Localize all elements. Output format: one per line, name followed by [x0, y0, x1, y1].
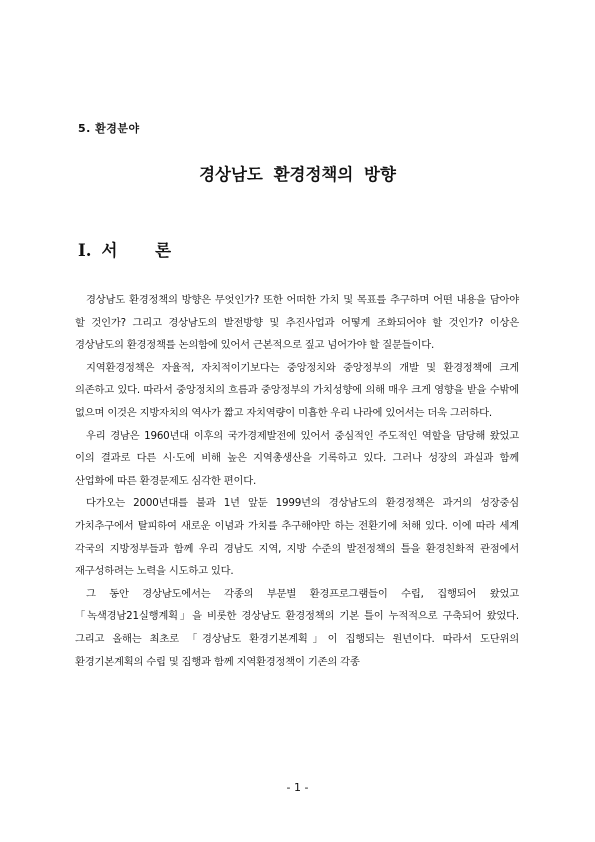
document-title: 경상남도 환경정책의 방향: [199, 165, 396, 184]
page-number: - 1 -: [286, 781, 309, 794]
section-heading: [78, 237, 187, 261]
section-label: 5. 환경분야: [78, 122, 140, 135]
paragraph: 다가오는 2000년대를 불과 1년 앞둔 1999년의 경상남도의 환경정책은 과거의 성장중심 가치추구에서 탈피하여 새로운 이념과 가치를 추구해야만 하는 전환기에 처해 있다. 이에 따라 세계 각국의 지방정부들과 함께 우리 경남도 지역, 지방 수준의 발전정책의 틀을 환경친화적 관점에서 재구성하려는 노력을 시도하고 있다.: [75, 497, 519, 578]
heading-number: Ⅰ.: [78, 241, 92, 260]
paragraph: 우리 경남은 1960년대 이후의 국가경제발전에 있어서 중심적인 주도적인 역할을 담당해 왔었고 이의 결과로 다른 시·도에 비해 높은 지역총생산을 기록하고 있다. 그러나 성장의 과실과 함께 산업화에 따른 환경문제도 심각한 편이다.: [75, 429, 519, 487]
body-text: [75, 289, 519, 673]
paragraph: 지역환경정책은 자율적, 자치적이기보다는 중앙정치와 중앙정부의 개발 및 환경정책에 크게 의존하고 있다. 따라서 중앙정치의 흐름과 중앙정부의 가치성향에 의해 매우 크게 영향을 받을 수밖에 없으며 이것은 지방자치의 역사가 짧고 자치역량이 미흡한 우리 나라에 있어서는 더욱 그러하다.: [75, 361, 519, 419]
paragraph: 그 동안 경상남도에서는 각종의 부문별 환경프로그램들이 수립, 집행되어 왔었고 「녹색경남21실행계획」을 비롯한 경상남도 환경정책의 기본 틀이 누적적으로 구축되어 왔었다. 그리고 올해는 최초로 「경상남도 환경기본계획」이 집행되는 원년이다. 따라서 도단위의 환경기본계획의 수립 및 집행과 함께 지역환경정책이 기존의 각종: [75, 587, 519, 668]
heading-text: 서 론: [101, 241, 188, 260]
paragraph: 경상남도 환경정책의 방향은 무엇인가? 또한 어떠한 가치 및 목표를 추구하며 어떤 내용을 담아야 할 것인가? 그리고 경상남도의 발전방향 및 추진사업과 어떻게 조화되어야 할 것인가? 이상은 경상남도의 환경정책를 논의함에 있어서 근본적으로 짚고 넘어가야 할 질문들이다.: [75, 294, 519, 352]
